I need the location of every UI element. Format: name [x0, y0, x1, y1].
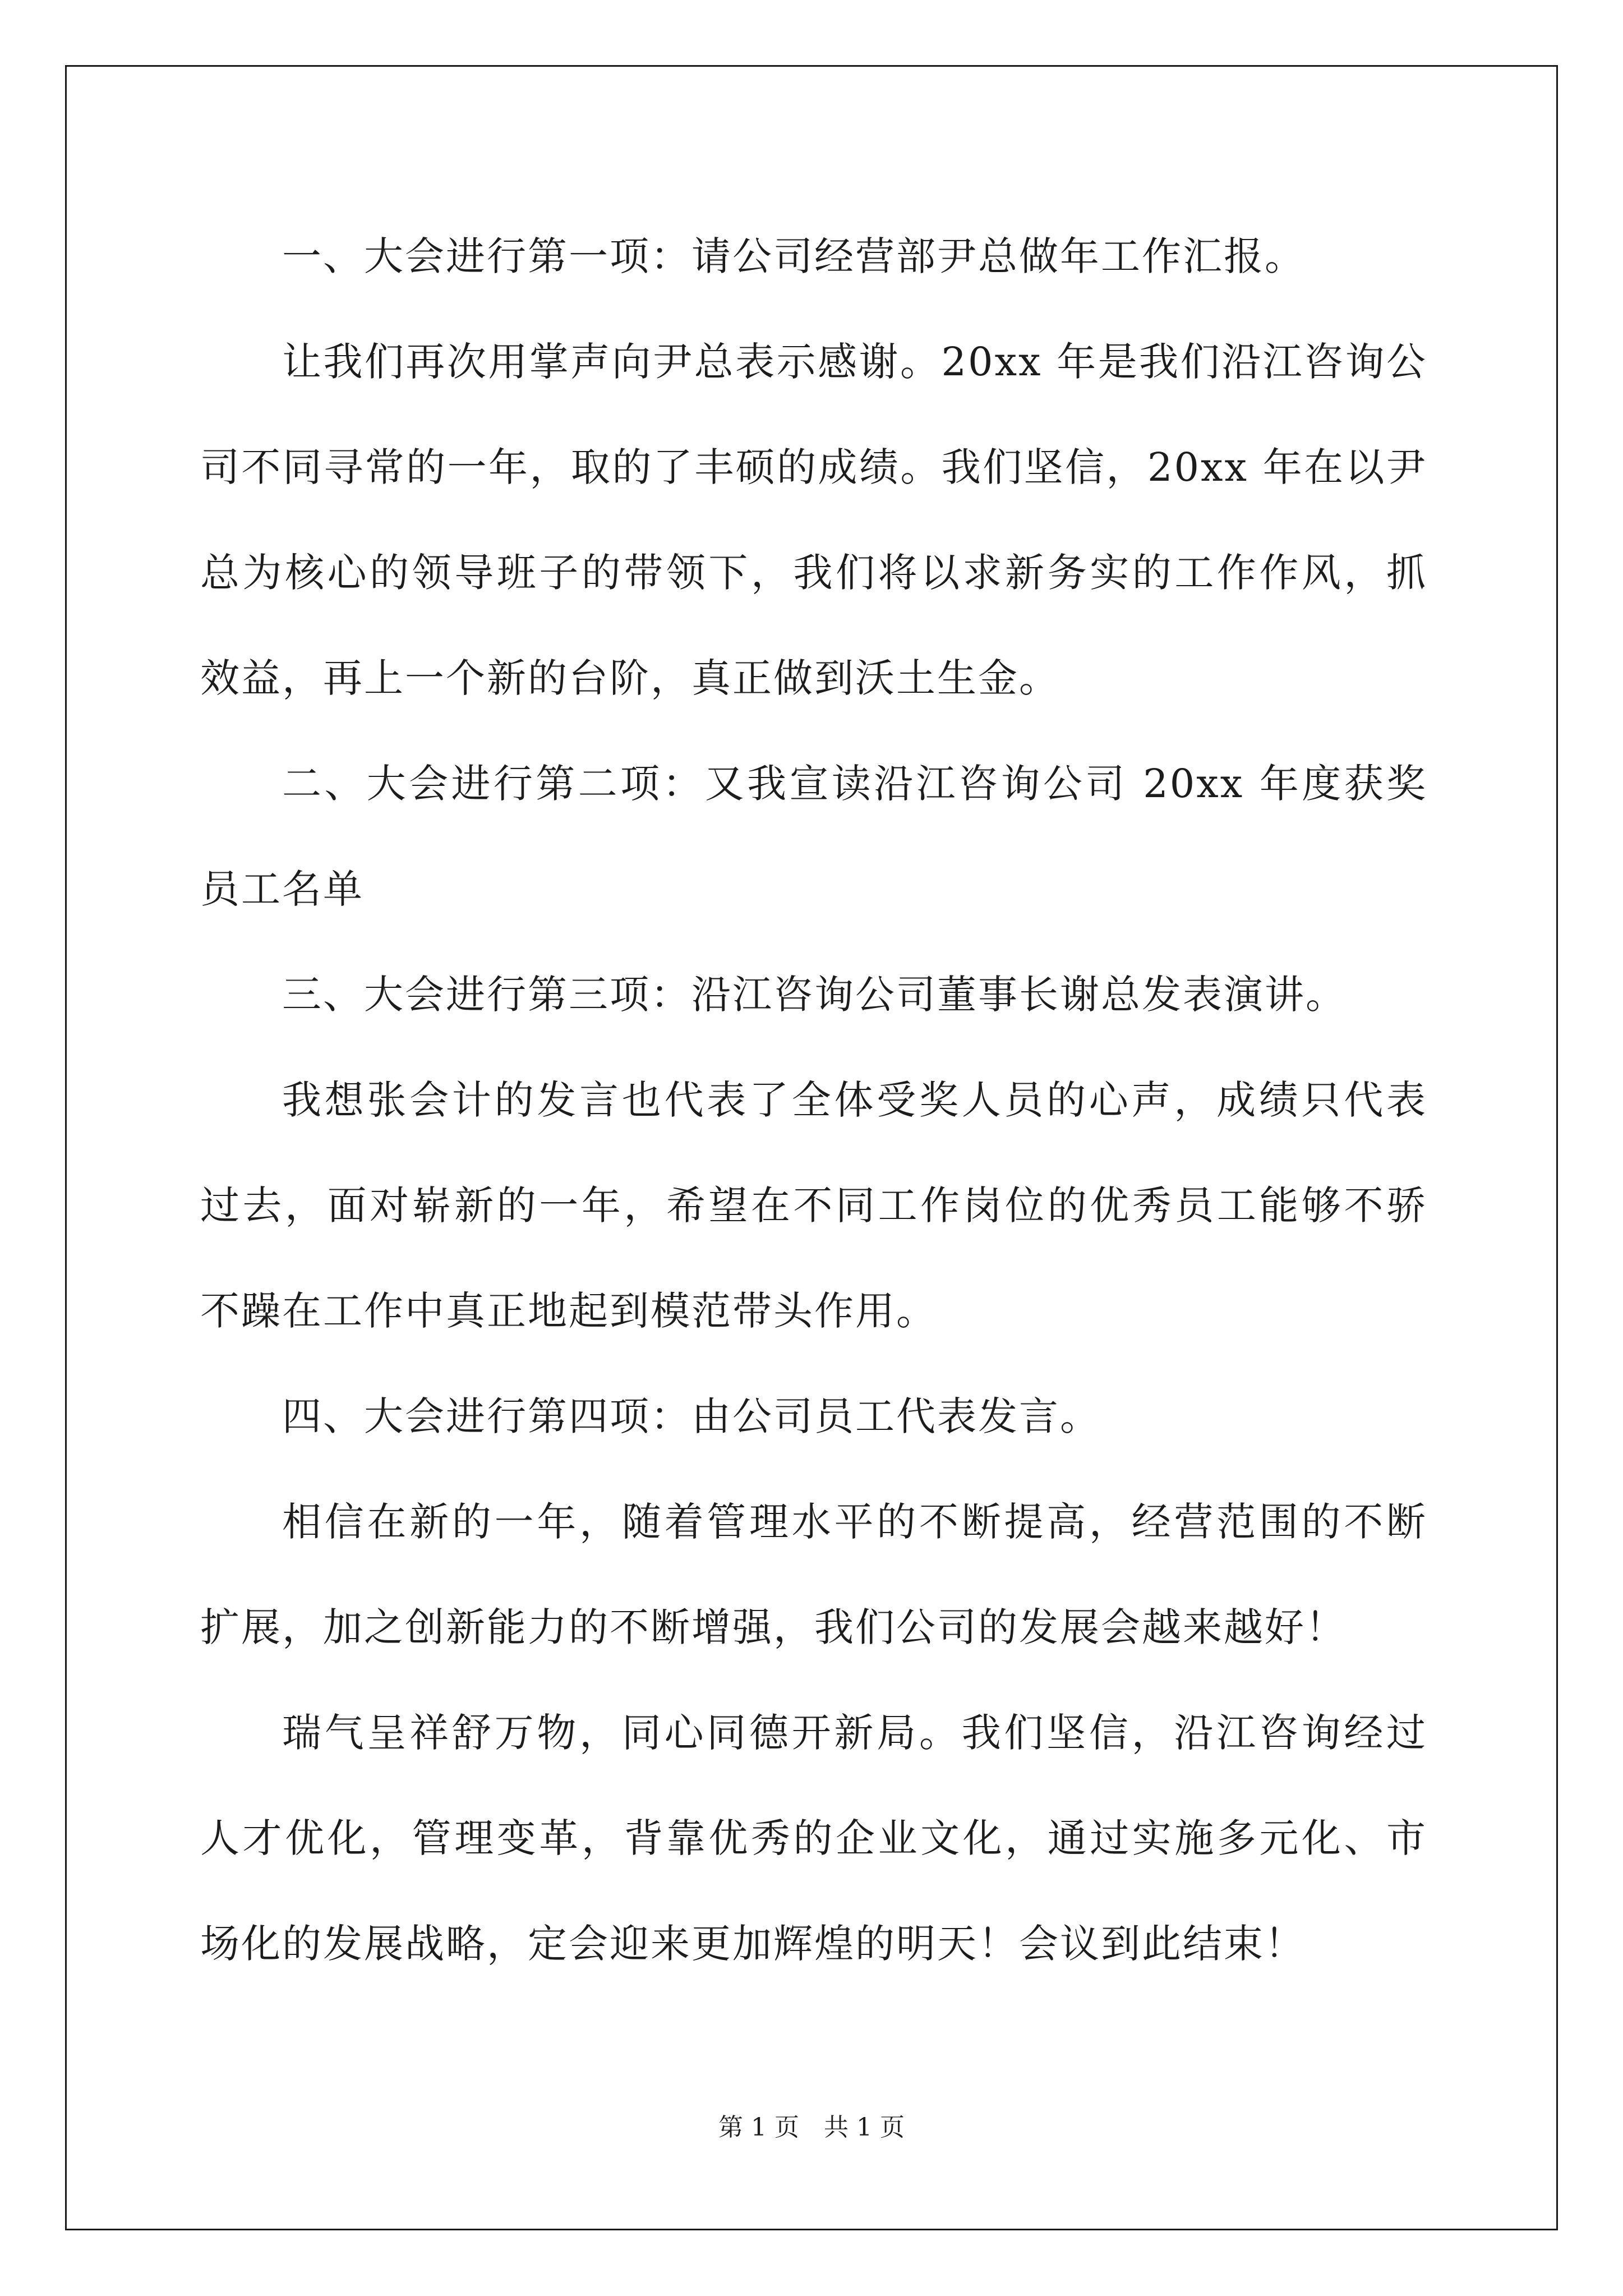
paragraph-outlook: 相信在新的一年，随着管理水平的不断提高，经营范围的不断扩展，加之创新能力的不断增强，我们公司的发展会越来越好！ [200, 1499, 1427, 1650]
paragraph-item-2-awards: 二、大会进行第二项：又我宣读沿江咨询公司 20xx 年度获奖员工名单 [200, 761, 1427, 912]
paragraph-closing: 瑞气呈祥舒万物，同心同德开新局。我们坚信，沿江咨询经过人才优化，管理变革，背靠优秀的企业文化，通过实施多元化、市场化的发展战略，定会迎来更加辉煌的明天！会议到此结束！ [200, 1710, 1427, 1967]
document-body [200, 204, 1427, 1996]
paragraph-item-3-speech: 三、大会进行第三项：沿江咨询公司董事长谢总发表演讲。 [282, 972, 1347, 1018]
paragraph-item-1-report: 一、大会进行第一项：请公司经营部尹总做年工作汇报。 [282, 233, 1306, 279]
paragraph-thanks: 让我们再次用掌声向尹总表示感谢。20xx 年是我们沿江咨询公司不同寻常的一年，取的了丰硕的成绩。我们坚信，20xx 年在以尹总为核心的领导班子的带领下，我们将以求新务实的工作作风，抓效益，再上一个新的台阶，真正做到沃土生金。 [200, 339, 1427, 701]
page-number-footer: 第 1 页 共 1 页 [718, 2113, 905, 2142]
paragraph-item-4-employee: 四、大会进行第四项：由公司员工代表发言。 [282, 1393, 1101, 1439]
paragraph-accountant-speech: 我想张会计的发言也代表了全体受奖人员的心声，成绩只代表过去，面对崭新的一年，希望在不同工作岗位的优秀员工能够不骄不躁在工作中真正地起到模范带头作用。 [200, 1077, 1427, 1334]
